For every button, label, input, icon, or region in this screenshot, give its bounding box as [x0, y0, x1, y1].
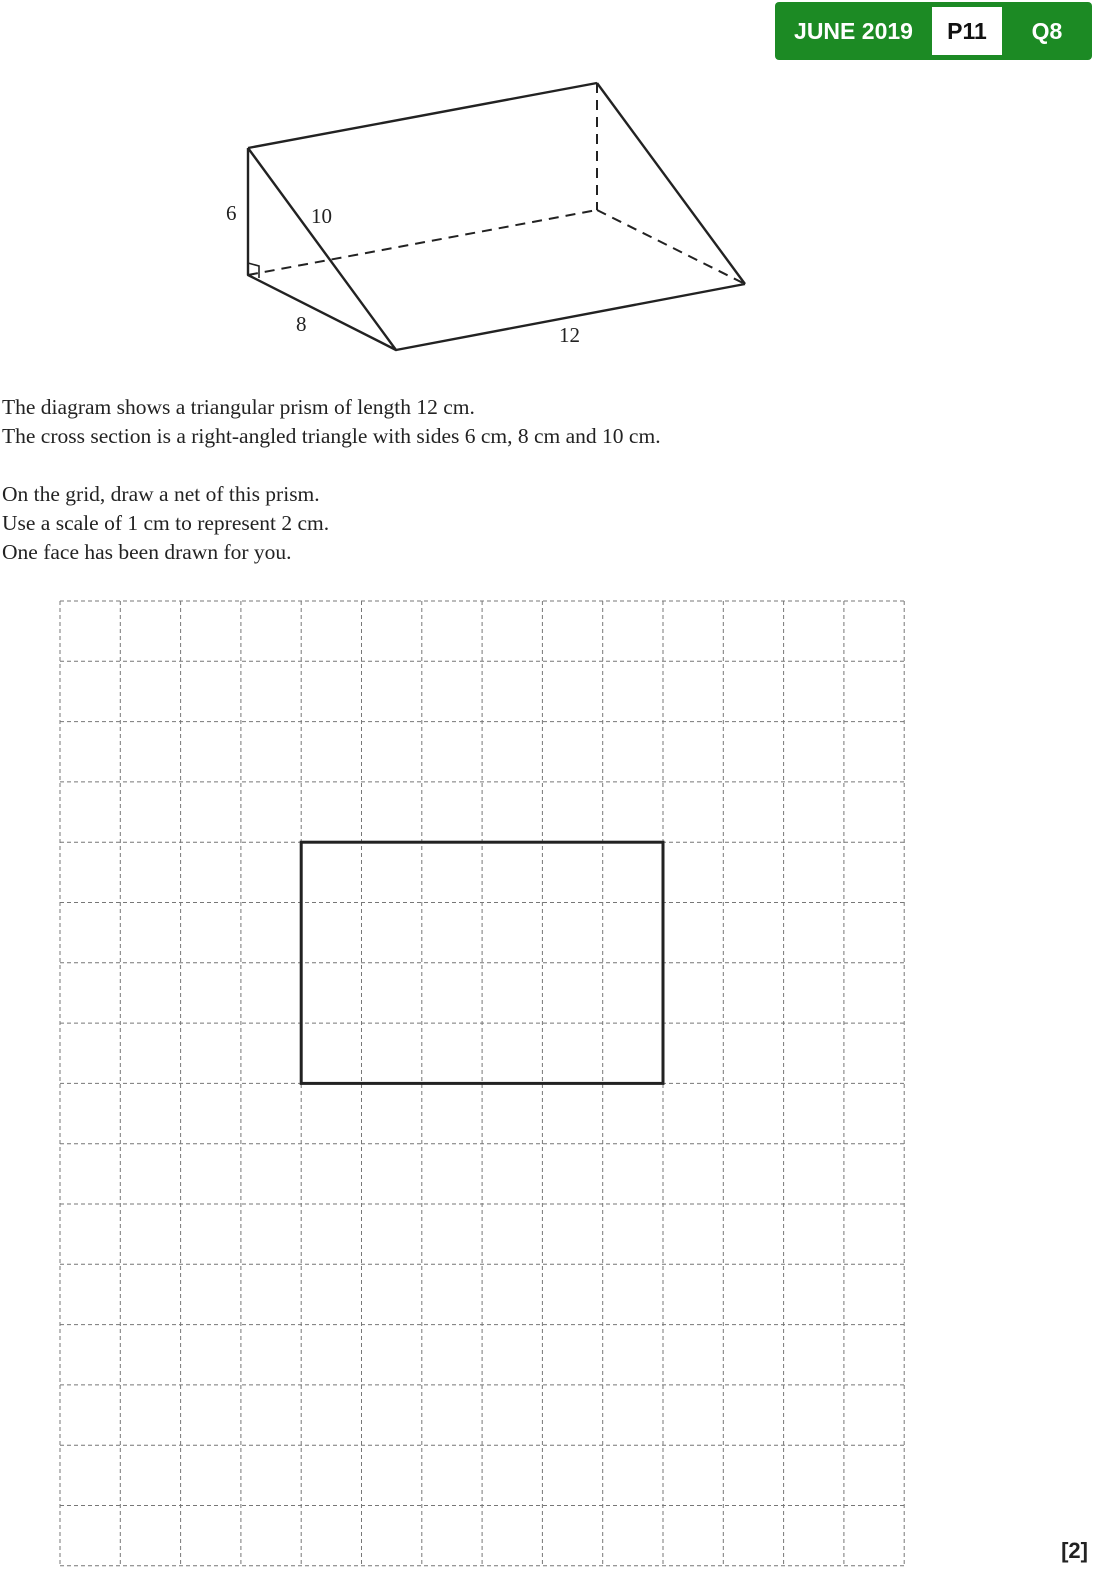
- intro-line: The diagram shows a triangular prism of length 12 cm.: [2, 395, 475, 419]
- length-label: 12: [559, 323, 580, 347]
- front-triangle-face: [248, 148, 396, 350]
- answer-grid[interactable]: [0, 590, 1100, 1574]
- hidden-back-base: [597, 210, 745, 284]
- exam-session: JUNE 2019: [794, 17, 913, 44]
- back-slant-edge: [597, 83, 745, 284]
- question-instructions: [2, 480, 329, 567]
- base-label: 8: [296, 312, 307, 336]
- instruction-line: One face has been drawn for you.: [2, 540, 292, 564]
- hypotenuse-label: 10: [311, 204, 332, 228]
- marks-available: [2]: [1061, 1538, 1088, 1563]
- top-edge: [248, 83, 597, 148]
- question-number: Q8: [1031, 17, 1063, 44]
- exam-reference-badge: [775, 2, 1092, 60]
- question-intro: [2, 393, 661, 451]
- instruction-line: Use a scale of 1 cm to represent 2 cm.: [2, 511, 330, 535]
- paper-number: P11: [932, 7, 1002, 55]
- intro-line: The cross section is a right-angled triangle with sides 6 cm, 8 cm and 10 cm.: [2, 424, 661, 448]
- instruction-line: On the grid, draw a net of this prism.: [2, 482, 320, 506]
- prism-diagram: [0, 60, 1100, 380]
- height-label: 6: [226, 201, 237, 225]
